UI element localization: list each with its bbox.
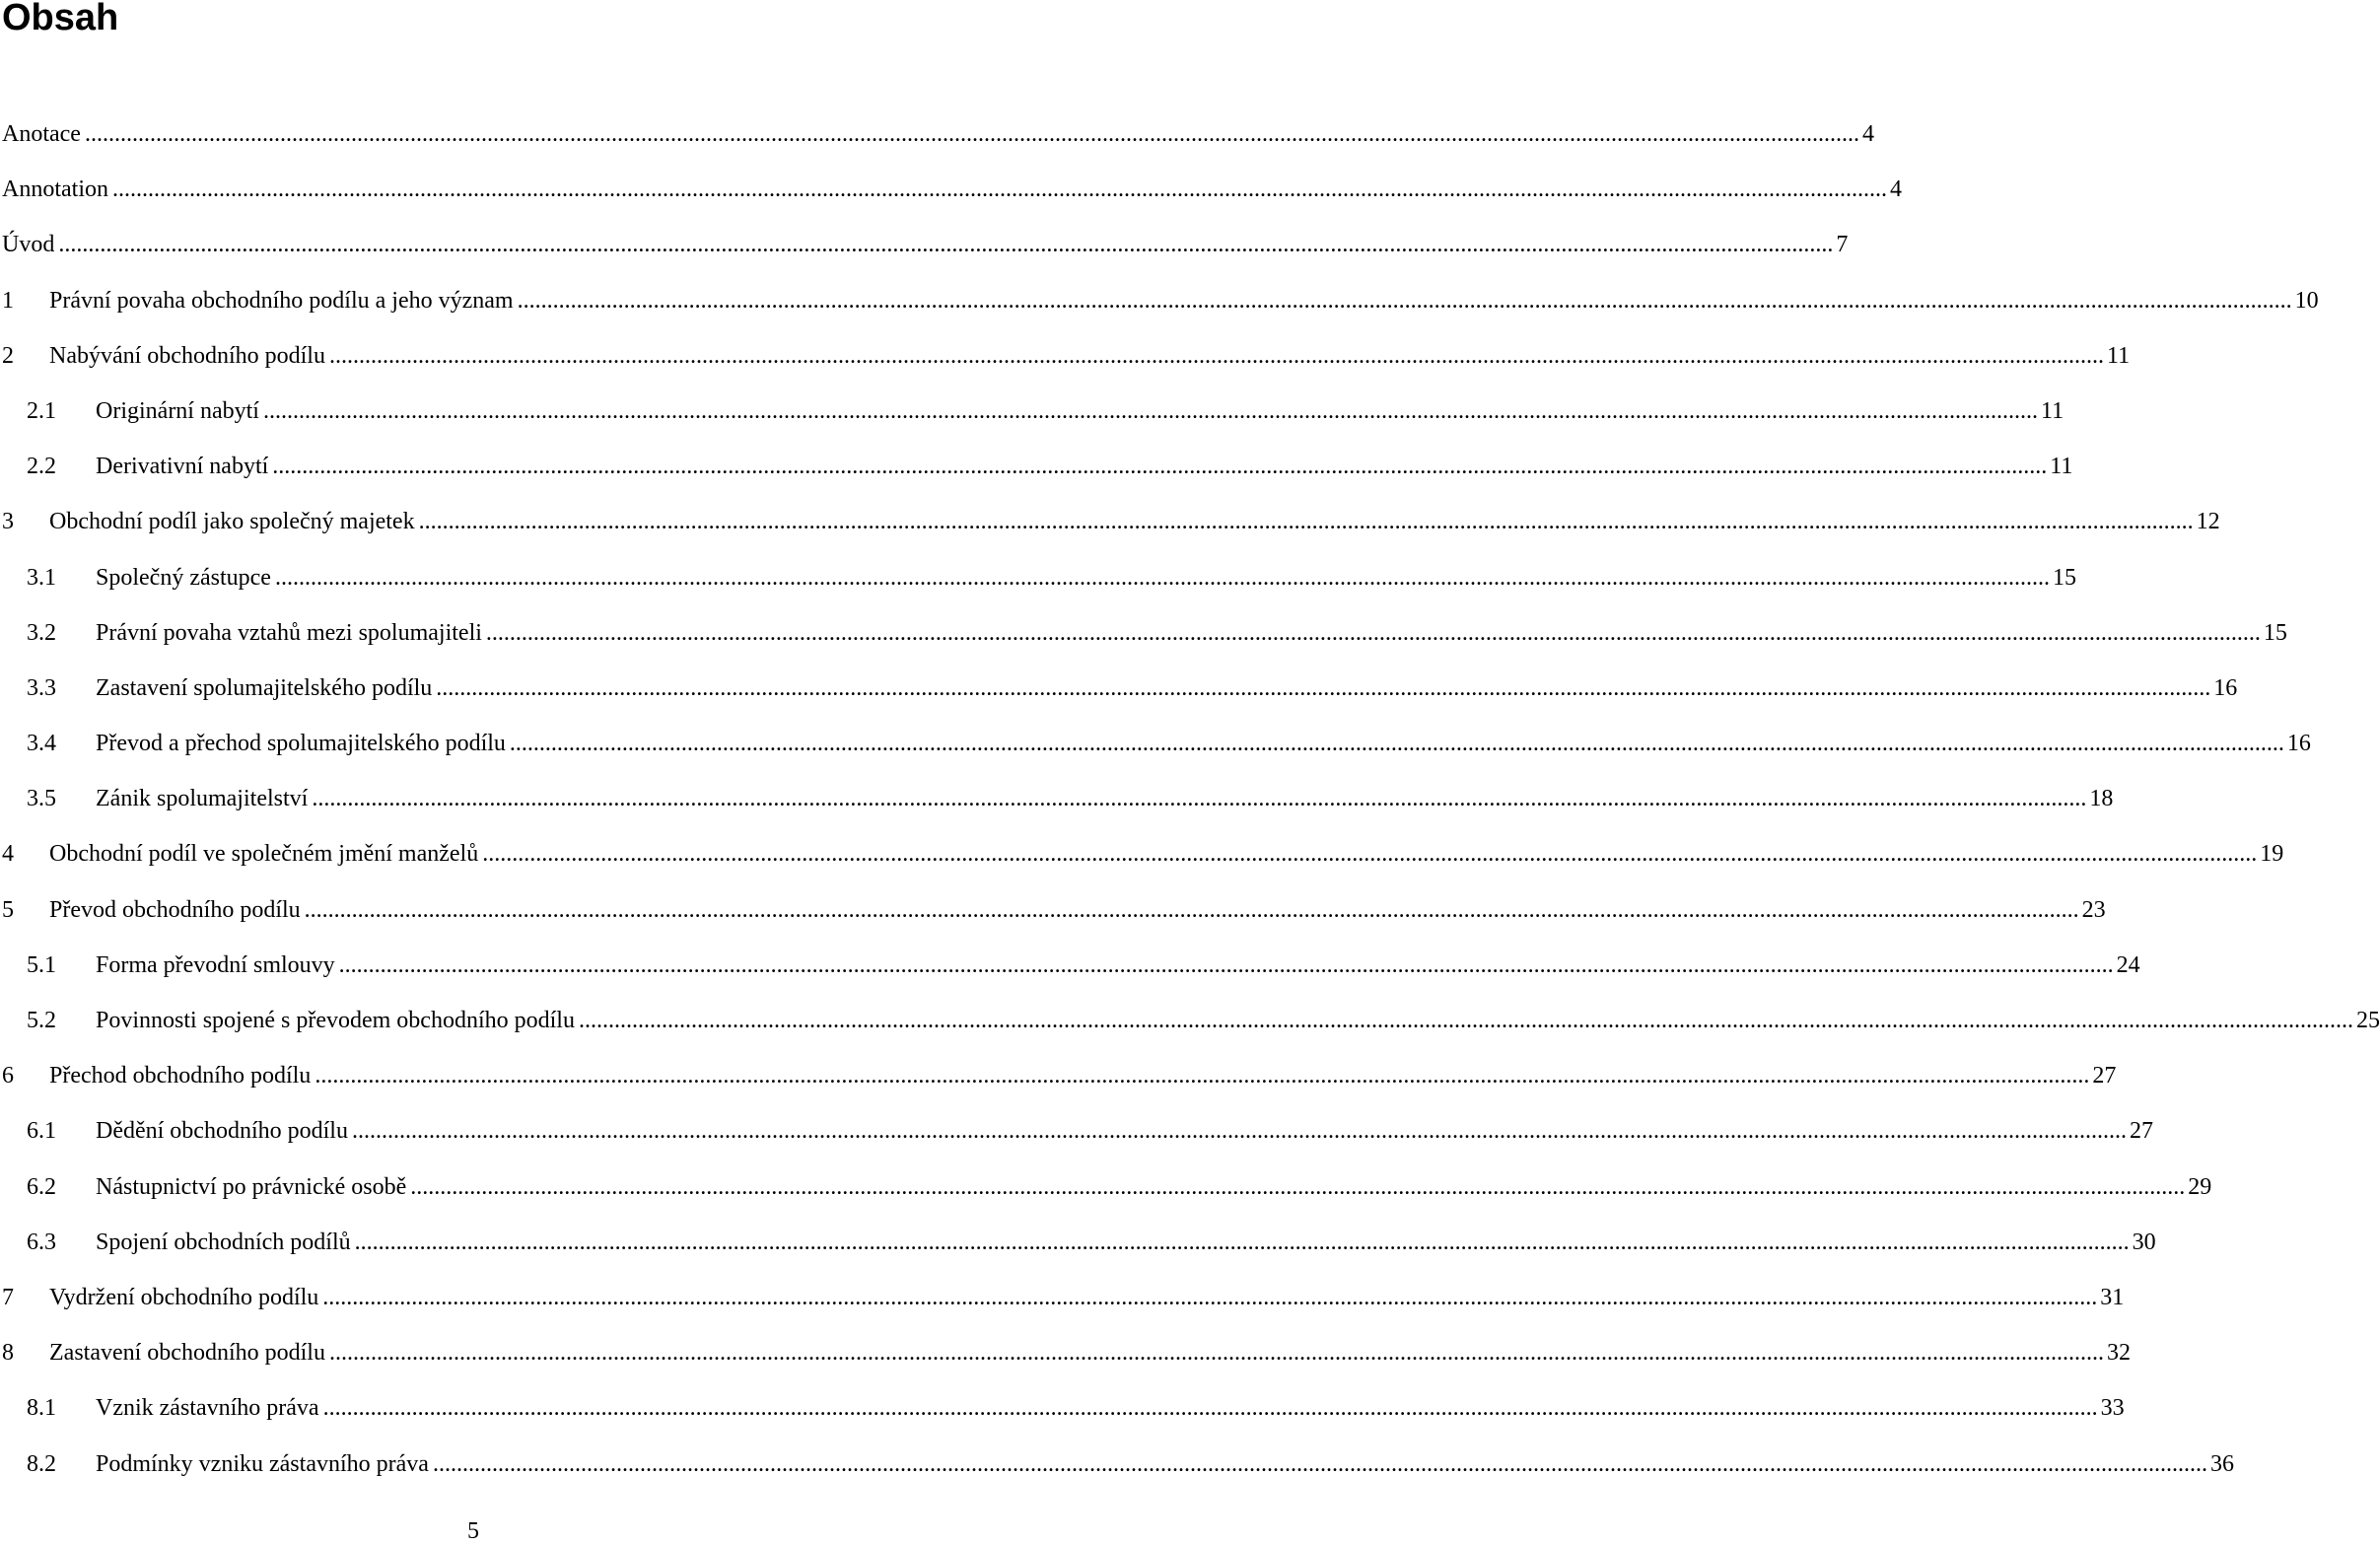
toc-entry-title: Dědění obchodního podílu [96,1118,348,1145]
toc-entry[interactable] [0,384,2065,439]
toc-entry[interactable] [0,1048,2117,1103]
toc-entry-page: 4 [1890,176,1902,203]
toc-entry-page: 30 [2132,1229,2156,1255]
toc-entry-title: Spojení obchodních podílů [96,1229,351,1255]
dot-leader: ............................................................................................................................................................................................................................................................................................................ [304,896,2079,923]
toc-entry-line [96,938,2140,993]
dot-leader: ............................................................................................................................................................................................................................................................................................................ [322,1395,2098,1422]
toc-entry-line [2,106,1874,162]
toc-entry-line [96,1215,2156,1270]
dot-leader: ............................................................................................................................................................................................................................................................................................................ [482,841,2258,868]
toc-entry-line [96,384,2065,439]
toc-entry[interactable] [0,162,1902,217]
toc-entry[interactable] [0,882,2106,938]
toc-entry-page: 11 [2040,397,2065,424]
toc-entry-line [96,771,2114,826]
toc-entry-page: 15 [2263,619,2287,646]
toc-entry-page: 23 [2081,896,2106,923]
toc-entry[interactable] [0,716,2311,771]
toc-entry-page: 27 [2129,1118,2153,1145]
toc-entry-title: Zastavení spolumajitelského podílu [96,674,433,701]
toc-entry-page: 16 [2213,674,2238,701]
toc-entry[interactable] [0,771,2114,826]
toc-entry[interactable] [0,106,1874,162]
toc-entry-line [49,882,2106,938]
dot-leader: ............................................................................................................................................................................................................................................................................................................ [517,287,2292,314]
toc-entry-number: 6.3 [27,1229,56,1255]
toc-entry-line [96,550,2076,605]
toc-entry-title: Převod a přechod spolumajitelského podílu [96,731,506,757]
toc-entry-title: Vznik zástavního práva [96,1395,319,1422]
dot-leader: ............................................................................................................................................................................................................................................................................................................ [418,509,2194,535]
toc-entry-page: 18 [2089,786,2114,812]
dot-leader: ............................................................................................................................................................................................................................................................................................................ [112,176,1887,203]
toc-entry-page: 29 [2188,1173,2212,1200]
toc-entry[interactable] [0,661,2238,716]
dot-leader: ............................................................................................................................................................................................................................................................................................................ [322,1284,2098,1310]
toc-entry[interactable] [0,1325,2131,1380]
toc-entry-number: 8 [2,1340,14,1367]
dot-leader: ............................................................................................................................................................................................................................................................................................................ [58,232,1834,258]
dot-leader: ............................................................................................................................................................................................................................................................................................................ [410,1173,2186,1200]
dot-leader: ............................................................................................................................................................................................................................................................................................................ [315,1063,2090,1089]
page-number: 5 [467,1518,479,1544]
toc-entry-line [49,1270,2125,1325]
toc-entry-line [49,328,2131,384]
toc-entry-page: 25 [2355,1008,2380,1033]
toc-entry[interactable] [0,328,2131,384]
toc-entry-title: Derivativní nabytí [96,454,269,480]
toc-entry-line [2,217,1849,272]
table-of-contents [0,106,2380,1492]
dot-leader: ............................................................................................................................................................................................................................................................................................................ [312,786,2087,812]
dot-leader: ............................................................................................................................................................................................................................................................................................................ [328,1340,2104,1367]
toc-entry-number: 5.1 [27,951,56,978]
toc-entry[interactable] [0,938,2140,993]
toc-entry-number: 6 [2,1063,14,1089]
dot-leader: ............................................................................................................................................................................................................................................................................................................ [338,951,2114,978]
toc-entry-title: Podmínky vzniku zástavního práva [96,1450,429,1477]
toc-entry-title: Forma převodní smlouvy [96,951,335,978]
toc-entry-title: Zastavení obchodního podílu [49,1340,325,1367]
toc-entry-page: 4 [1861,121,1874,147]
toc-entry-page: 27 [2092,1063,2117,1089]
dot-leader: ............................................................................................................................................................................................................................................................................................................ [578,1008,2353,1033]
dot-leader: ............................................................................................................................................................................................................................................................................................................ [354,1229,2130,1255]
toc-entry[interactable] [0,217,1849,272]
toc-entry-number: 3 [2,509,14,535]
toc-entry-line [96,1103,2153,1159]
dot-leader: ............................................................................................................................................................................................................................................................................................................ [272,454,2048,480]
toc-entry-title: Zánik spolumajitelství [96,786,309,812]
toc-entry-number: 3.1 [27,564,56,591]
toc-entry-number: 2 [2,342,14,369]
toc-entry-page: 33 [2100,1395,2125,1422]
dot-leader: ............................................................................................................................................................................................................................................................................................................ [436,674,2211,701]
toc-entry-title: Právní povaha vztahů mezi spolumajiteli [96,619,482,646]
toc-entry[interactable] [0,1437,2234,1492]
toc-entry-number: 8.2 [27,1450,56,1477]
dot-leader: ............................................................................................................................................................................................................................................................................................................ [509,731,2284,757]
dot-leader: ............................................................................................................................................................................................................................................................................................................ [262,397,2038,424]
dot-leader: ............................................................................................................................................................................................................................................................................................................ [274,564,2050,591]
toc-entry-line [2,162,1902,217]
toc-entry-line [49,826,2284,881]
toc-entry-page: 11 [2106,342,2131,369]
toc-entry-title: Nástupnictví po právnické osobě [96,1173,407,1200]
toc-entry[interactable] [0,993,2380,1048]
toc-entry-page: 32 [2106,1340,2131,1367]
toc-entry-title: Originární nabytí [96,397,259,424]
toc-entry-title: Vydržení obchodního podílu [49,1284,319,1310]
toc-entry-line [49,494,2220,549]
toc-entry[interactable] [0,1380,2125,1436]
dot-leader: ............................................................................................................................................................................................................................................................................................................ [432,1450,2207,1477]
toc-entry[interactable] [0,273,2319,328]
toc-entry-title: Přechod obchodního podílu [49,1063,312,1089]
toc-entry-line [49,273,2319,328]
dot-leader: ............................................................................................................................................................................................................................................................................................................ [485,619,2261,646]
toc-entry[interactable] [0,1103,2153,1159]
toc-entry-title: Anotace [2,121,81,147]
toc-entry-title: Annotation [2,176,108,203]
toc-entry-page: 11 [2050,454,2073,480]
toc-entry-title: Obchodní podíl ve společném jmění manželů [49,841,479,868]
toc-entry[interactable] [0,550,2076,605]
toc-entry-number: 3.5 [27,786,56,812]
toc-entry-title: Povinnosti spojené s převodem obchodního podílu [96,1008,575,1033]
toc-entry[interactable] [0,494,2220,549]
toc-entry-page: 31 [2100,1284,2125,1310]
toc-entry-title: Úvod [2,232,55,258]
toc-entry-number: 1 [2,287,14,314]
dot-leader: ............................................................................................................................................................................................................................................................................................................ [84,121,1859,147]
toc-entry-number: 5 [2,896,14,923]
toc-entry-number: 2.1 [27,397,56,424]
toc-entry-number: 3.3 [27,674,56,701]
toc-entry-line [96,1160,2212,1215]
toc-entry-title: Nabývání obchodního podílu [49,342,325,369]
toc-entry-line [49,1325,2131,1380]
dot-leader: ............................................................................................................................................................................................................................................................................................................ [328,342,2104,369]
toc-entry-line [96,661,2238,716]
toc-entry-page: 24 [2116,951,2140,978]
toc-entry[interactable] [0,826,2284,881]
toc-entry-line [96,993,2380,1048]
toc-entry-line [96,1380,2125,1436]
toc-entry-page: 7 [1836,232,1849,258]
toc-entry-number: 6.1 [27,1118,56,1145]
toc-entry-number: 2.2 [27,454,56,480]
toc-entry[interactable] [0,439,2073,494]
toc-entry[interactable] [0,1215,2156,1270]
toc-entry-page: 19 [2260,841,2284,868]
toc-entry-title: Právní povaha obchodního podílu a jeho význam [49,287,514,314]
toc-entry-line [96,439,2073,494]
toc-entry[interactable] [0,605,2287,661]
toc-entry-page: 12 [2196,509,2220,535]
toc-entry-title: Převod obchodního podílu [49,896,301,923]
toc-entry-number: 4 [2,841,14,868]
page-title: Obsah [2,0,119,38]
toc-entry-page: 36 [2209,1450,2234,1477]
toc-entry-number: 7 [2,1284,14,1310]
toc-entry-page: 16 [2286,731,2311,757]
toc-entry-line [96,1437,2234,1492]
toc-entry-number: 3.4 [27,731,56,757]
toc-entry[interactable] [0,1270,2125,1325]
toc-entry[interactable] [0,1160,2212,1215]
toc-entry-number: 5.2 [27,1008,56,1033]
toc-entry-number: 3.2 [27,619,56,646]
toc-entry-line [49,1048,2117,1103]
toc-entry-line [96,605,2287,661]
toc-entry-title: Obchodní podíl jako společný majetek [49,509,415,535]
dot-leader: ............................................................................................................................................................................................................................................................................................................ [351,1118,2127,1145]
toc-entry-line [96,716,2311,771]
toc-entry-number: 6.2 [27,1173,56,1200]
toc-entry-title: Společný zástupce [96,564,271,591]
toc-entry-page: 15 [2052,564,2076,591]
toc-entry-page: 10 [2294,287,2319,314]
toc-entry-number: 8.1 [27,1395,56,1422]
